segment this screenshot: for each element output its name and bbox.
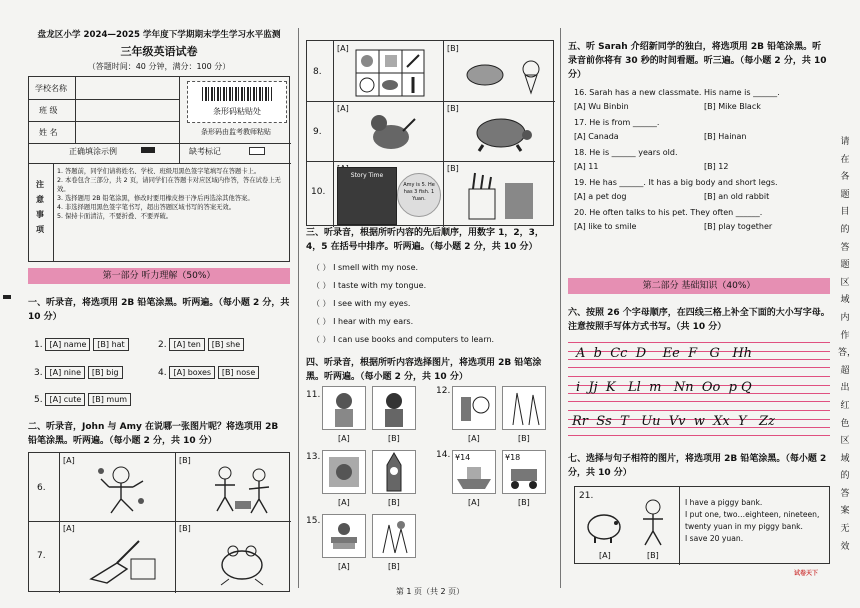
q2-num: 2. bbox=[158, 340, 167, 350]
alphabet-line-3: Rr Ss T Uu Vv w Xx Y Zz bbox=[572, 414, 775, 429]
q21-num: 21. bbox=[579, 491, 594, 501]
binding-mark bbox=[3, 295, 11, 299]
q13-picture-a[interactable] bbox=[322, 450, 366, 494]
q21-line-3: twenty yuan in my piggy bank. bbox=[685, 522, 803, 531]
q11-picture-a[interactable] bbox=[322, 386, 366, 430]
field-name: 姓 名 bbox=[39, 128, 58, 137]
q13-picture-b[interactable] bbox=[372, 450, 416, 494]
row6-b-label: [B] bbox=[179, 456, 191, 465]
absent-label: 缺考标记 bbox=[189, 147, 221, 156]
section6-title: 六、按照 26 个字母顺序，在四线三格上补全下面的大小写字母。注意按照手写体方式书写。（共 10 分） bbox=[568, 308, 830, 332]
note-4: 4. 非选择题用黑色签字笔书写，超出答题区域书写的答案无效。 bbox=[57, 204, 236, 211]
section2-title: 二、听录音，John 与 Amy 在说哪一张图片呢？将选项用 2B 铅笔涂黑。听两遍。（每小题 2 分，共 10 分） bbox=[28, 422, 279, 446]
correct-fill-label: 正确填涂示例 bbox=[69, 147, 117, 156]
q1-option-a[interactable]: [A] name bbox=[45, 338, 90, 351]
divider-2 bbox=[560, 28, 561, 588]
order-blank-2[interactable]: （ ） bbox=[312, 281, 331, 290]
order-blank-4[interactable]: （ ） bbox=[312, 317, 331, 326]
pictures-table-8-10 bbox=[306, 40, 554, 226]
row9-num: 9. bbox=[313, 127, 322, 137]
q19-option-a[interactable]: [A] a pet dog bbox=[574, 192, 627, 201]
q2 bbox=[158, 338, 244, 351]
part1-banner-text: 第一部分 听力理解（50%） bbox=[102, 271, 216, 281]
q15-picture-b[interactable] bbox=[372, 514, 416, 558]
section7-table bbox=[574, 486, 830, 564]
section3-title: 三、听录音，根据所听内容的先后顺序，用数字 1，2，3，4，5 在括号中排序。听两遍。（每小题 2 分，共 10 分） bbox=[306, 228, 544, 252]
order-text-2: I taste with my tongue. bbox=[333, 281, 427, 290]
children-playing-picture[interactable] bbox=[205, 461, 281, 517]
q15-b-label: [B] bbox=[388, 562, 400, 571]
part2-banner bbox=[568, 278, 830, 294]
q15-picture-a[interactable] bbox=[322, 514, 366, 558]
section1-items bbox=[34, 338, 290, 412]
q12-picture-b[interactable] bbox=[502, 386, 546, 430]
q11-num: 11. bbox=[306, 390, 321, 400]
row6-num: 6. bbox=[37, 483, 46, 493]
q4 bbox=[158, 366, 259, 379]
q4-option-a[interactable]: [A] boxes bbox=[169, 366, 215, 379]
watermark-logo: 试卷天下 bbox=[794, 570, 819, 577]
q19-option-b[interactable]: [B] an old rabbit bbox=[704, 192, 770, 201]
q20-option-a[interactable]: [A] like to smile bbox=[574, 222, 637, 231]
note-3: 3. 选择题用 2B 铅笔涂黑，修改时要用橡皮擦干净后再选涂其他答案。 bbox=[57, 195, 254, 202]
order-blank-1[interactable]: （ ） bbox=[312, 263, 331, 272]
q20-text: 20. He often talks to his pet. They often ______. bbox=[574, 208, 763, 217]
dancing-girl-picture[interactable] bbox=[91, 461, 151, 517]
q16-option-a[interactable]: [A] Wu Binbin bbox=[574, 102, 629, 111]
q12-picture-a[interactable] bbox=[452, 386, 496, 430]
q3 bbox=[34, 366, 123, 379]
alphabet-line-2: i Jj K Ll m Nn Oo p Q bbox=[576, 380, 752, 395]
row9-b-label: [B] bbox=[447, 104, 459, 113]
section4-title: 四、听录音，根据所听内容选择图片，将选项用 2B 铅笔涂黑。听两遍。（每小题 2 分，共 10 分） bbox=[306, 358, 542, 382]
note-caption: Amy is 5. He has 3 fish. 1 Yuan. bbox=[403, 182, 435, 202]
order-item-3 bbox=[312, 298, 552, 316]
food-grid-picture[interactable] bbox=[355, 49, 425, 97]
ice-cream-picture[interactable] bbox=[459, 51, 545, 95]
order-text-4: I hear with my ears. bbox=[333, 317, 414, 326]
q21-line-2: I put one, two…eighteen, nineteen, bbox=[685, 510, 820, 519]
row7-b-label: [B] bbox=[179, 524, 191, 533]
exam-title: 盘龙区小学 2024—2025 学年度下学期期末学生学习水平监测 bbox=[37, 30, 281, 40]
girl-saving-picture[interactable] bbox=[631, 497, 675, 547]
frog-toy-picture[interactable] bbox=[211, 535, 273, 587]
q11-a-label: [A] bbox=[338, 434, 350, 443]
q1-option-b[interactable]: [B] hat bbox=[93, 338, 128, 351]
q1 bbox=[34, 338, 129, 351]
barcode-label: 条形码粘贴处 bbox=[213, 107, 261, 116]
order-text-1: I smell with my nose. bbox=[333, 263, 419, 272]
barcode-area bbox=[187, 81, 287, 123]
order-text-3: I see with my eyes. bbox=[333, 299, 411, 308]
q11-picture-b[interactable] bbox=[372, 386, 416, 430]
notes-heading: 注意事项 bbox=[36, 180, 44, 234]
section1-title: 一、听录音，将选项用 2B 铅笔涂黑。听两遍。（每小题 2 分，共 10 分） bbox=[28, 298, 290, 322]
turtle-picture[interactable] bbox=[469, 109, 535, 155]
q5-option-a[interactable]: [A] cute bbox=[45, 393, 85, 406]
right-column bbox=[568, 40, 830, 588]
q15-num: 15. bbox=[306, 516, 321, 526]
q5-num: 5. bbox=[34, 395, 43, 405]
order-blank-5[interactable]: （ ） bbox=[312, 335, 331, 344]
piggy-bank-picture[interactable] bbox=[583, 503, 625, 547]
row8-num: 8. bbox=[313, 67, 322, 77]
section2-table bbox=[28, 452, 290, 592]
section3-items bbox=[312, 262, 552, 352]
q2-option-a[interactable]: [A] ten bbox=[169, 338, 204, 351]
part2-banner-text: 第二部分 基础知识（40%） bbox=[642, 281, 756, 291]
row8-b-label: [B] bbox=[447, 44, 459, 53]
q16-text: 16. Sarah has a new classmate. His name is ______. bbox=[574, 88, 780, 97]
q14-picture-b[interactable] bbox=[502, 450, 546, 494]
q1-num: 1. bbox=[34, 340, 43, 350]
order-item-5 bbox=[312, 334, 552, 352]
q4-num: 4. bbox=[158, 368, 167, 378]
q17-option-b[interactable]: [B] Hainan bbox=[704, 132, 747, 141]
q3-num: 3. bbox=[34, 368, 43, 378]
q12-b-label: [B] bbox=[518, 434, 530, 443]
row6-a-label: [A] bbox=[63, 456, 75, 465]
q15-a-label: [A] bbox=[338, 562, 350, 571]
q19-text: 19. He has ______. It has a big body and short legs. bbox=[574, 178, 778, 187]
fill-example-icon bbox=[141, 147, 155, 153]
alphabet-line-1: A b Cc D Ee F G Hh bbox=[576, 346, 753, 361]
q20-option-b[interactable]: [B] play together bbox=[704, 222, 773, 231]
side-note: 请在各题目的答题区域内作答，超出红色区域的答案无效 bbox=[838, 137, 857, 552]
q14-picture-a[interactable] bbox=[452, 450, 496, 494]
time-score: （答题时间：40 分钟，满分：100 分） bbox=[87, 62, 231, 71]
q21-passage bbox=[685, 497, 829, 545]
barcode-note: 条形码由监考教师粘贴 bbox=[201, 128, 271, 136]
row8-a-label: [A] bbox=[337, 44, 349, 53]
field-school: 学校名称 bbox=[35, 84, 67, 93]
note-bubble[interactable] bbox=[397, 173, 441, 217]
note-2: 2. 本卷包含三部分，共 2 页，请同学们在答题卡对应区域内作答，答在试卷上无效。 bbox=[57, 177, 281, 193]
part1-banner bbox=[28, 268, 290, 284]
q5-option-b[interactable]: [B] mum bbox=[88, 393, 131, 406]
q21-line-1: I have a piggy bank. bbox=[685, 498, 763, 507]
order-item-1 bbox=[312, 262, 552, 280]
section5-questions bbox=[574, 88, 830, 238]
q3-option-b[interactable]: [B] big bbox=[88, 366, 123, 379]
info-table bbox=[28, 76, 290, 262]
q3-option-a[interactable]: [A] nine bbox=[45, 366, 85, 379]
row9-a-label: [A] bbox=[337, 104, 349, 113]
order-blank-3[interactable]: （ ） bbox=[312, 299, 331, 308]
middle-column bbox=[306, 40, 554, 596]
q4-option-b[interactable]: [B] nose bbox=[218, 366, 259, 379]
section5-title: 五、听 Sarah 介绍新同学的独白，将选项用 2B 铅笔涂黑。听录音前你将有 30 秒的时间看题。听三遍。（每小题 2 分，共 10 分） bbox=[568, 42, 827, 80]
q21-line-4: I save 20 yuan. bbox=[685, 534, 744, 543]
q14-b-label: [B] bbox=[518, 498, 530, 507]
q14-num: 14. bbox=[436, 450, 451, 460]
row7-num: 7. bbox=[37, 551, 46, 561]
row7-a-label: [A] bbox=[63, 524, 75, 533]
q21-a-label: [A] bbox=[599, 551, 611, 560]
q17-option-a[interactable]: [A] Canada bbox=[574, 132, 619, 141]
notes-list bbox=[57, 167, 287, 221]
q14-a-label: [A] bbox=[468, 498, 480, 507]
absent-checkbox[interactable] bbox=[249, 147, 265, 155]
q18-option-a[interactable]: [A] 11 bbox=[574, 162, 599, 171]
book-caption: Story Time bbox=[350, 172, 384, 179]
barcode-icon bbox=[202, 87, 272, 101]
row10-num: 10. bbox=[311, 187, 326, 197]
field-class: 班 级 bbox=[39, 106, 58, 115]
order-item-2 bbox=[312, 280, 552, 298]
q13-a-label: [A] bbox=[338, 498, 350, 507]
story-book-picture[interactable] bbox=[337, 167, 397, 225]
q21-b-label: [B] bbox=[647, 551, 659, 560]
order-item-4 bbox=[312, 316, 552, 334]
left-column bbox=[28, 28, 290, 588]
hand-writing-picture[interactable] bbox=[87, 533, 159, 587]
q14-price-a: ¥14 bbox=[455, 453, 471, 462]
animal-picture[interactable] bbox=[363, 107, 419, 157]
note-5: 5. 保持卡面清洁，不要折叠、不要弄破。 bbox=[57, 213, 173, 220]
section7-title: 七、选择与句子相符的图片，将选项用 2B 铅笔涂黑。（每小题 2 分，共 10 分） bbox=[568, 454, 827, 478]
q18-option-b[interactable]: [B] 12 bbox=[704, 162, 729, 171]
exam-subtitle: 三年级英语试卷 bbox=[120, 45, 198, 58]
q14-price-b: ¥18 bbox=[505, 453, 521, 462]
q13-b-label: [B] bbox=[388, 498, 400, 507]
q5 bbox=[34, 393, 131, 406]
q12-num: 12. bbox=[436, 386, 451, 396]
order-text-5: I can use books and computers to learn. bbox=[333, 335, 495, 344]
alphabet-writing-area[interactable] bbox=[568, 342, 830, 438]
q13-num: 13. bbox=[306, 452, 321, 462]
q11-b-label: [B] bbox=[388, 434, 400, 443]
q12-a-label: [A] bbox=[468, 434, 480, 443]
q17-text: 17. He is from ______. bbox=[574, 118, 660, 127]
stationery-picture[interactable] bbox=[463, 169, 541, 223]
row10-b-label: [B] bbox=[447, 164, 459, 173]
q2-option-b[interactable]: [B] she bbox=[208, 338, 244, 351]
divider-1 bbox=[298, 28, 299, 588]
q18-text: 18. He is ______ years old. bbox=[574, 148, 678, 157]
q16-option-b[interactable]: [B] Mike Black bbox=[704, 102, 761, 111]
page-footer: 第 1 页（共 2 页） bbox=[395, 587, 465, 596]
note-1: 1. 答题前，同学们请将姓名、学校、班级用黑色签字笔填写在答题卡上。 bbox=[57, 168, 261, 175]
